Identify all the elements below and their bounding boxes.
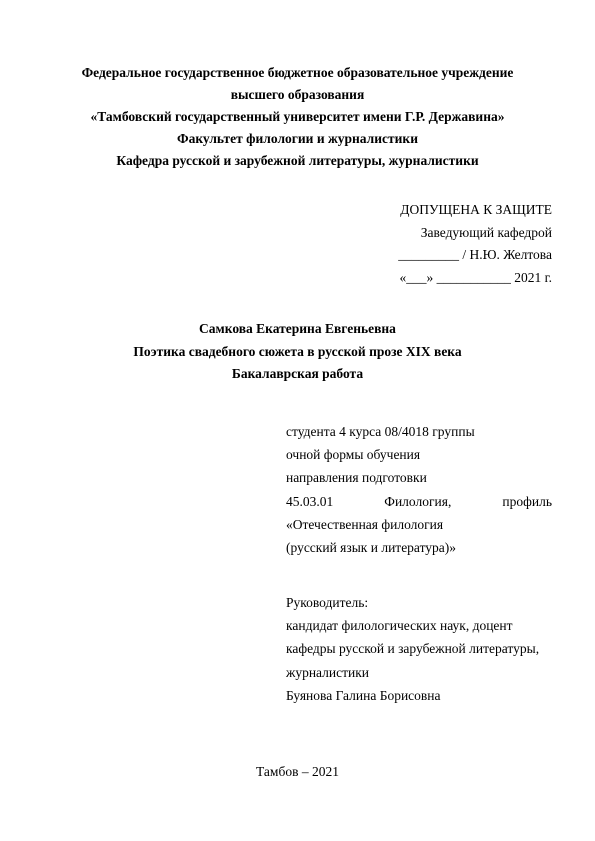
author-name: Самкова Екатерина Евгеньевна [199, 321, 396, 336]
student-line-1: студента 4 курса 08/4018 группы [286, 424, 475, 439]
approval-block [398, 199, 552, 289]
advisor-line-1: кандидат филологических наук, доцент [286, 618, 513, 634]
program-field: Филология, [384, 493, 452, 509]
work-title-block [0, 318, 595, 386]
student-line-6: (русский язык и литература)» [286, 540, 457, 556]
approval-head-title: Заведующий кафедрой [420, 224, 552, 240]
institution-line-2: высшего образования [230, 87, 365, 102]
advisor-name: Буянова Галина Борисовна [286, 687, 441, 703]
university-name: «Тамбовский государственный университет имени Г.Р. Державина» [90, 109, 505, 124]
advisor-line-2: кафедры русской и зарубежной литературы, [286, 641, 540, 657]
advisor-block [286, 591, 556, 707]
approval-date-line: «___» ___________ 2021 г. [399, 269, 552, 285]
program-code: 45.03.01 [286, 493, 334, 509]
approval-signature-line: _________ / Н.Ю. Желтова [398, 247, 552, 262]
department-name: Кафедра русской и зарубежной литературы, журналистики [116, 153, 479, 168]
institution-header [0, 62, 595, 172]
work-title: Поэтика свадебного сюжета в русской прозе XIX века [133, 343, 462, 359]
student-line-2: очной формы обучения [286, 447, 421, 463]
student-line-4 [286, 490, 552, 513]
advisor-heading: Руководитель: [286, 595, 369, 610]
advisor-line-3: журналистики [286, 664, 370, 680]
institution-line-1: Федеральное государственное бюджетное образовательное учреждение [81, 65, 514, 80]
approval-status: ДОПУЩЕНА К ЗАЩИТЕ [400, 202, 552, 217]
student-line-5: «Отечественная филология [286, 516, 444, 532]
student-line-3: направления подготовки [286, 470, 427, 486]
work-type: Бакалаврская работа [231, 366, 364, 381]
student-info-block [286, 420, 552, 559]
footer-city-year: Тамбов – 2021 [256, 764, 339, 779]
program-profile-label: профиль [502, 493, 552, 509]
faculty-name: Факультет филологии и журналистики [177, 131, 418, 146]
